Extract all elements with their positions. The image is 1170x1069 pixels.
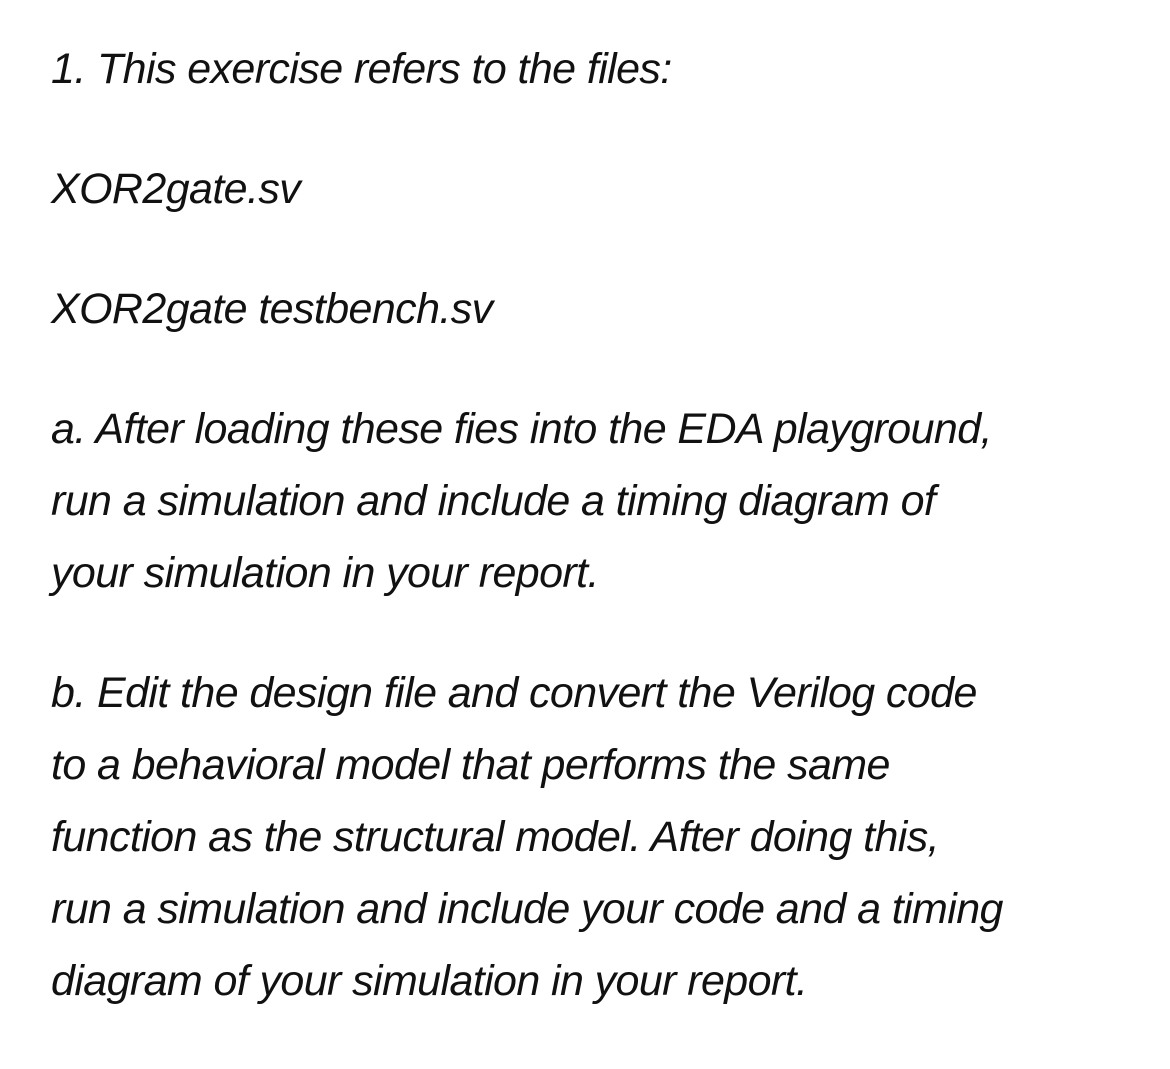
file-name-testbench: XOR2gate testbench.sv	[51, 285, 493, 333]
part-b-line-2: to a behavioral model that performs the same	[51, 741, 890, 789]
part-b-line-4: run a simulation and include your code and a timing	[51, 885, 1003, 933]
exercise-intro: 1. This exercise refers to the files:	[51, 45, 672, 93]
part-a-line-1: a. After loading these fies into the EDA playground,	[51, 405, 992, 453]
part-a-line-2: run a simulation and include a timing diagram of	[51, 477, 936, 525]
part-b-line-3: function as the structural model. After doing this,	[51, 813, 940, 861]
part-b-line-5: diagram of your simulation in your report.	[51, 957, 808, 1005]
part-a-line-3: your simulation in your report.	[51, 549, 599, 597]
file-name-design: XOR2gate.sv	[51, 165, 301, 213]
part-b-line-1: b. Edit the design file and convert the Verilog code	[51, 669, 977, 717]
